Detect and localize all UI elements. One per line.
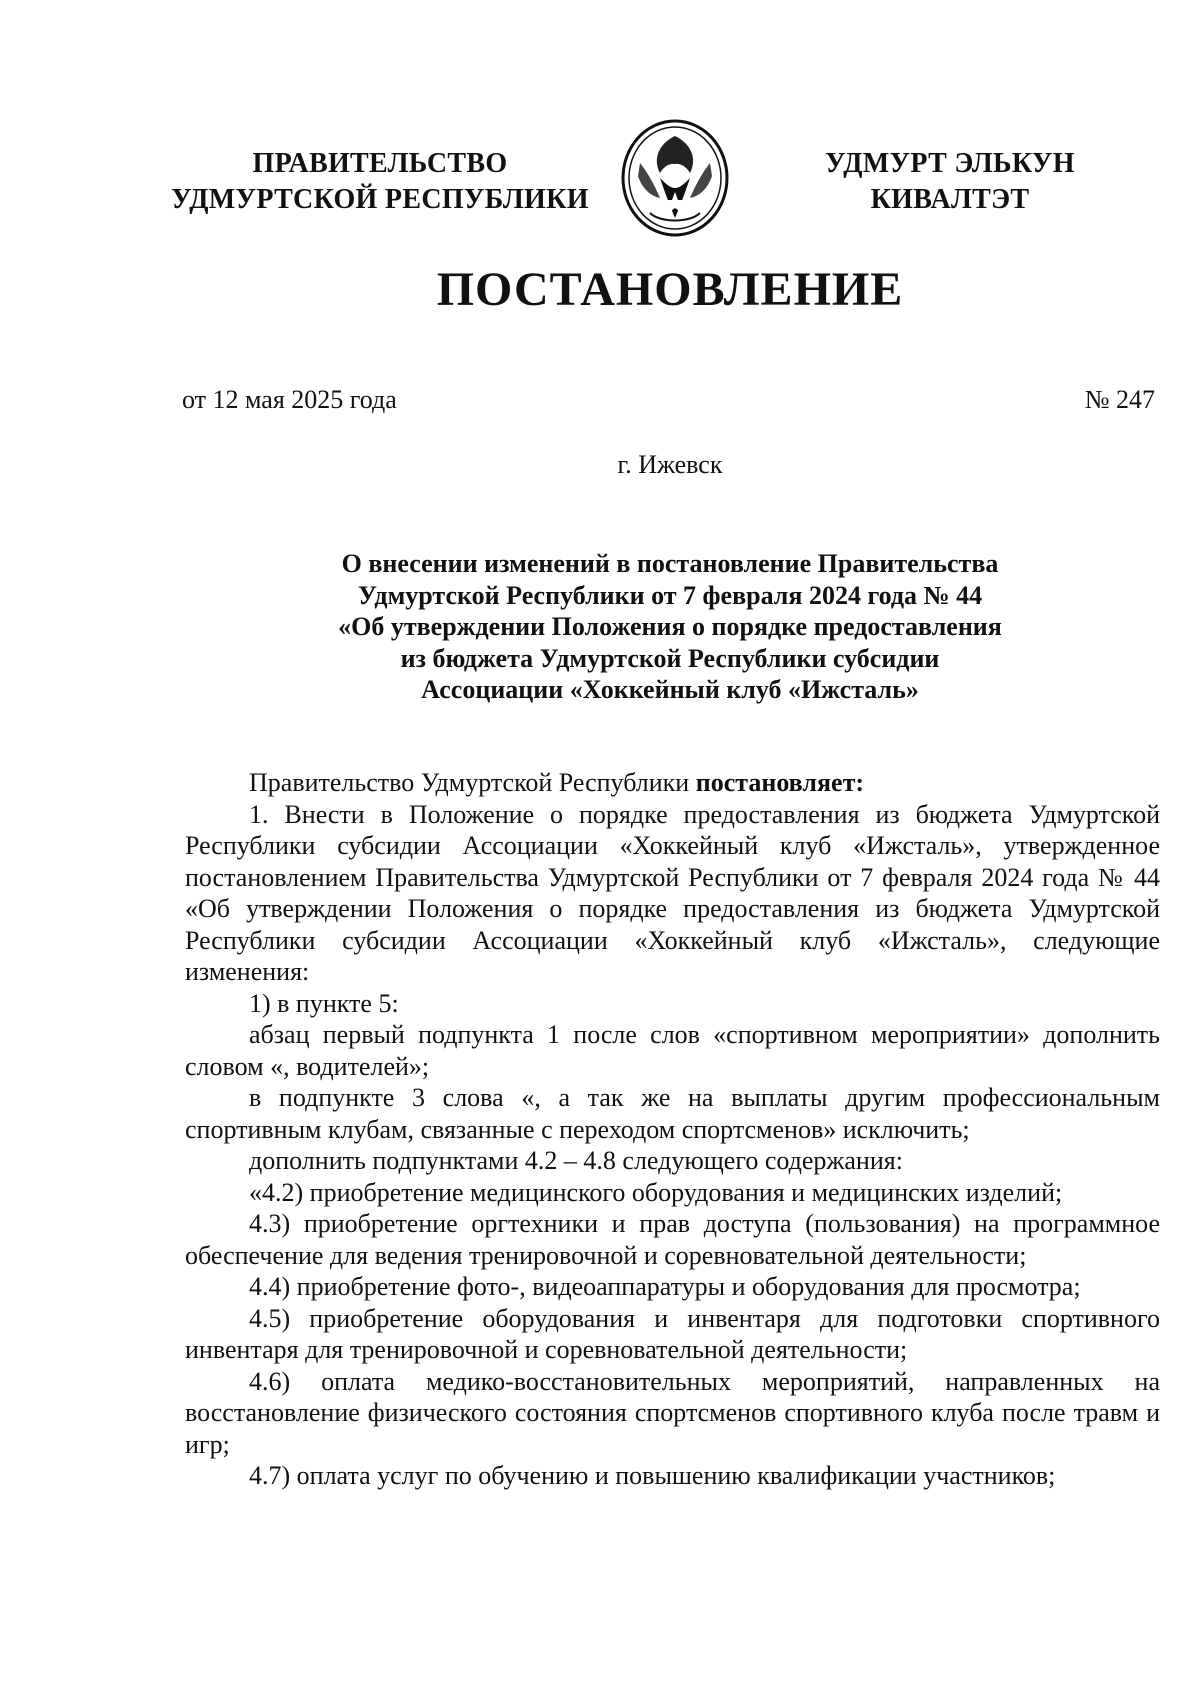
- body-paragraph: 4.5) приобретение оборудования и инвентаря для подготовки спортивного инвентаря для тренировочной и соревновательной деятельности;: [185, 1303, 1160, 1364]
- subject-line: О внесении изменений в постановление Правительства: [341, 549, 999, 578]
- subject-line: «Об утверждении Положения о порядке предоставления: [338, 612, 1002, 641]
- body-paragraph: 4.6) оплата медико-восстановительных мероприятий, направленных на восстановление физического состояния спортсменов спортивного клуба после травм и игр;: [185, 1366, 1160, 1459]
- document-city: г. Ижевск: [617, 450, 723, 479]
- header-left: [170, 146, 590, 218]
- body-paragraph: 4.7) оплата услуг по обучению и повышению квалификации участников;: [249, 1461, 1056, 1490]
- body-paragraph: 1. Внести в Положение о порядке предоставления из бюджета Удмуртской Республики субсидии Ассоциации «Хоккейный клуб «Ижсталь», утвержденное постановлением Правительства Удмуртской Республики от 7 февраля 2024 года № 44 «Об утверждении Положения о порядке предоставления из бюджета Удмуртской Республики субсидии Ассоциации «Хоккейный клуб «Ижсталь», следующие изменения:: [185, 799, 1160, 986]
- body-paragraph: дополнить подпунктами 4.2 – 4.8 следующего содержания:: [249, 1146, 903, 1175]
- intro-paragraph: [185, 767, 1160, 799]
- body-paragraph: 1) в пункте 5:: [249, 988, 399, 1018]
- body-paragraph: 4.3) приобретение оргтехники и прав доступа (пользования) на программное обеспечение для ведения тренировочной и соревновательной деятельности;: [185, 1209, 1160, 1270]
- coat-of-arms-emblem: [620, 118, 730, 238]
- document-title: ПОСТАНОВЛЕНИЕ: [436, 263, 904, 316]
- document-body: [185, 767, 1160, 1492]
- header-right-line1: УДМУРТ ЭЛЬКУН: [825, 148, 1075, 179]
- body-paragraph: 4.4) приобретение фото-, видеоаппаратуры и оборудования для просмотра;: [249, 1272, 1081, 1301]
- header-right-line2: КИВАЛТЭТ: [870, 184, 1030, 215]
- document-subject: [260, 548, 1080, 706]
- intro-bold: постановляет:: [695, 768, 864, 797]
- document-date: от 12 мая 2025 года: [182, 385, 397, 414]
- subject-line: Ассоциации «Хоккейный клуб «Ижсталь»: [421, 675, 919, 704]
- body-paragraph: «4.2) приобретение медицинского оборудования и медицинских изделий;: [249, 1177, 1063, 1207]
- header-left-line1: ПРАВИТЕЛЬСТВО: [252, 148, 508, 179]
- body-paragraph: в подпункте 3 слова «, а так же на выплаты другим профессиональным спортивным клубам, связанные с переходом спортсменов» исключить;: [185, 1083, 1160, 1144]
- header-right: [800, 146, 1100, 218]
- body-paragraph: абзац первый подпункта 1 после слов «спортивном мероприятии» дополнить словом «, водителей»;: [185, 1020, 1160, 1081]
- subject-line: Удмуртской Республики от 7 февраля 2024 года № 44: [357, 580, 983, 610]
- document-number: № 247: [1084, 385, 1155, 414]
- header-left-line2: УДМУРТСКОЙ РЕСПУБЛИКИ: [171, 184, 589, 215]
- intro-text: Правительство Удмуртской Республики: [249, 768, 696, 797]
- subject-line: из бюджета Удмуртской Республики субсидии: [400, 643, 940, 673]
